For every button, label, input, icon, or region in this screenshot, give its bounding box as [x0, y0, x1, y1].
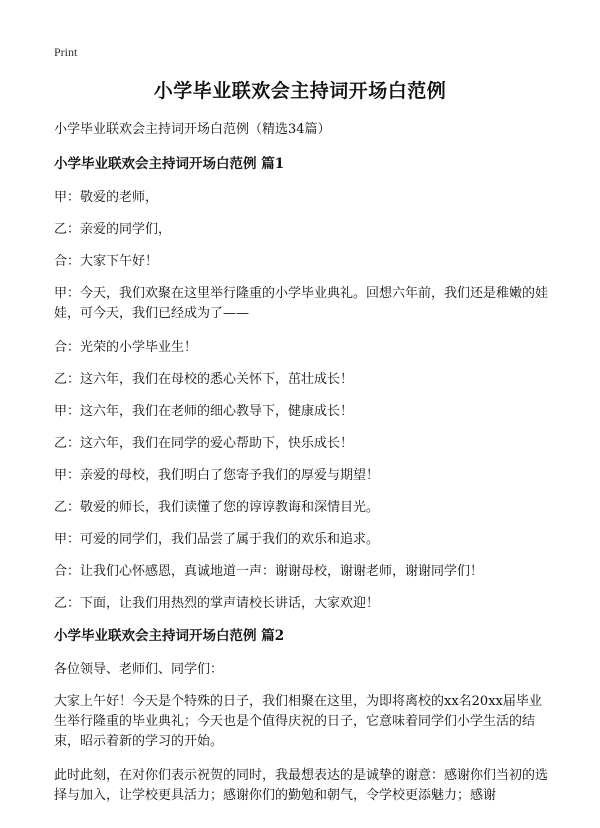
paragraph: 甲：亲爱的母校，我们明白了您寄予我们的厚爱与期望！	[54, 468, 380, 483]
paragraph: 甲：今天，我们欢聚在这里举行隆重的小学毕业典礼。回想六年前，我们还是稚嫩的娃娃，可今天，我们已经成为了——	[54, 286, 549, 321]
print-link[interactable]: Print	[54, 45, 78, 59]
paragraph: 合：大家下午好！	[54, 254, 159, 269]
paragraph: 乙：亲爱的同学们，	[54, 222, 172, 237]
paragraph: 合：让我们心怀感恩，真诚地道一声：谢谢母校，谢谢老师，谢谢同学们！	[54, 564, 484, 579]
paragraph: 乙：敬爱的师长，我们读懂了您的谆谆教诲和深情目光。	[54, 500, 380, 515]
paragraph: 乙：下面，让我们用热烈的掌声请校长讲话，大家欢迎！	[54, 596, 380, 611]
paragraph: 甲：这六年，我们在老师的细心教导下，健康成长！	[54, 404, 354, 419]
paragraph: 甲：敬爱的老师，	[54, 190, 159, 205]
paragraph: 此时此刻，在对你们表示祝贺的同时，我最想表达的是诚挚的谢意：感谢你们当初的选择与加入，让学校更具活力；感谢你们的勤勉和朝气，令学校更添魅力；感谢	[54, 768, 549, 803]
paragraph: 乙：这六年，我们在母校的悉心关怀下，茁壮成长！	[54, 372, 354, 387]
paragraph: 各位领导、老师们、同学们：	[54, 662, 224, 677]
paragraph: 乙：这六年，我们在同学的爱心帮助下，快乐成长！	[54, 436, 354, 451]
paragraph: 甲：可爱的同学们，我们品尝了属于我们的欢乐和追求。	[54, 532, 380, 547]
section-1	[54, 154, 550, 614]
page-title: 小学毕业联欢会主持词开场白范例	[153, 80, 447, 102]
document-subtitle: 小学毕业联欢会主持词开场白范例（精选34篇）	[54, 122, 331, 137]
paragraph: 大家上午好！今天是个特殊的日子，我们相聚在这里，为即将离校的xx名20xx届毕业生举行隆重的毕业典礼；今天也是个值得庆祝的日子，它意味着同学们小学生活的结束，昭示着新的学习的开始。	[54, 694, 542, 749]
section-2	[54, 626, 550, 806]
document-body	[54, 120, 550, 820]
section-heading: 小学毕业联欢会主持词开场白范例 篇1	[54, 156, 285, 172]
section-heading: 小学毕业联欢会主持词开场白范例 篇2	[54, 628, 285, 644]
paragraph: 合：光荣的小学毕业生！	[54, 340, 198, 355]
